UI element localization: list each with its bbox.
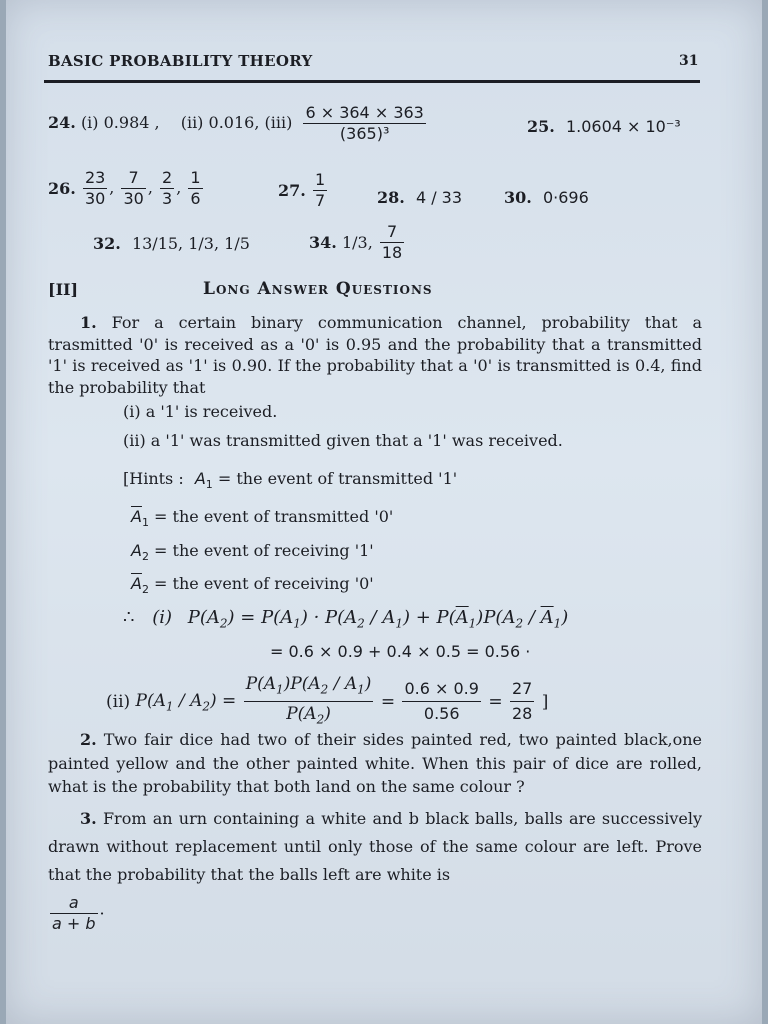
- answer-26: 26. $\frac{23}{30}$ , $\frac{7}{30}$ , $\frac{2}{3}$ , $\frac{1}{6}$: [48, 168, 201, 208]
- hint-text: = the event of receiving '0': [154, 574, 374, 593]
- fraction: [510, 677, 534, 726]
- closing-bracket: ]: [541, 691, 549, 712]
- fraction-denominator: $P(A_2)$: [286, 704, 331, 727]
- answer-part: (i) 0.984 ,: [80, 113, 160, 132]
- question-number: 1.: [80, 313, 97, 332]
- therefore-symbol: ∴: [123, 607, 135, 628]
- answer-number: 26.: [48, 179, 76, 198]
- fraction: [402, 677, 480, 726]
- answer-number: 24.: [48, 113, 76, 132]
- fraction: [121, 168, 145, 209]
- fraction-numerator: 2: [162, 168, 173, 187]
- fraction-denominator: 30: [84, 189, 106, 208]
- fraction-numerator: 1: [190, 168, 201, 187]
- answer-number: 32.: [93, 234, 121, 253]
- calc-label: (ii): [106, 691, 131, 712]
- hint-text: = the event of transmitted '1': [217, 469, 458, 488]
- question-1-part-ii: (ii) a '1' was transmitted given that a '1' was received.: [123, 431, 563, 450]
- answer-30: [504, 188, 589, 207]
- fraction-numerator: 7: [380, 222, 404, 243]
- section-tag: [II]: [48, 280, 79, 299]
- fraction-numerator: a: [50, 893, 98, 914]
- fraction: [50, 893, 98, 934]
- calc-i-result: = 0.6 × 0.9 + 0.4 × 0.5 = 0.56 ·: [270, 642, 531, 661]
- answer-value: 1/3,: [341, 233, 373, 252]
- fraction-denominator: 3: [162, 189, 173, 208]
- fraction: [313, 170, 327, 211]
- answer-value: 0·696: [542, 188, 589, 207]
- formula-lhs: $P(A_1 / A_2)$ =: [135, 690, 237, 714]
- fraction-numerator: 0.6 × 0.9: [402, 677, 480, 702]
- answer-number: 30.: [504, 188, 532, 207]
- hint-text: = the event of transmitted '0': [154, 507, 394, 526]
- answer-value: 1.0604 × 10⁻³: [565, 117, 681, 136]
- fraction: [160, 168, 174, 209]
- fraction-denominator: a + b: [52, 914, 96, 933]
- header-rule: [44, 80, 700, 83]
- question-text: Two fair dice had two of their sides painted red, two painted black,one painted yellow and the other painted white. When this pair of dice are rolled, what is the probability that both land on the same colour ?: [48, 730, 703, 796]
- fraction: [188, 168, 202, 209]
- fraction-denominator: (365)³: [339, 124, 390, 143]
- fraction-numerator: 6 × 364 × 363: [305, 103, 424, 122]
- fraction-denominator: 30: [123, 189, 144, 208]
- answer-34: [309, 222, 406, 263]
- fraction-denominator: 6: [190, 189, 201, 208]
- hint-line-4: $\overline{A}_2$ = the event of receiving '0': [131, 574, 374, 597]
- answer-value: 13/15, 1/3, 1/5: [131, 234, 250, 253]
- answer-number: 27.: [278, 181, 306, 200]
- fraction: [303, 103, 425, 144]
- fraction-numerator: 1: [314, 170, 326, 189]
- hints-prefix: [Hints :: [123, 469, 184, 488]
- calc-ii: (ii) $P(A_1 / A_2)$ = $\frac{P(A_1)P(A_2 / A_1)}{P(A_2)}$ = $\frac{0.6 \times 0.9}{0.56}$ = $\frac{27}{28}$ ]: [106, 672, 548, 732]
- answer-27: [278, 170, 329, 211]
- formula: $P(A_2) = P(A_1) \cdot P(A_2 / A_1) + P(\overline{A}_1)P(A_2 / \overline{A}_1)$: [187, 607, 569, 631]
- section-title: Long Answer Questions: [203, 279, 433, 299]
- fraction: [380, 222, 404, 263]
- question-number: 3.: [80, 809, 97, 828]
- answer-25: [527, 117, 681, 136]
- book-page: [6, 0, 762, 1024]
- question-1: [48, 312, 702, 398]
- question-text: From an urn containing a white and b black balls, balls are successively drawn without replacement until only those of the same colour are left. Prove that the probability that the balls left are white is: [48, 809, 702, 884]
- hint-line-1: [Hints : $A_1$ = the event of transmitted '1': [123, 469, 458, 492]
- question-2: [48, 728, 702, 799]
- answer-part: (iii): [264, 113, 293, 132]
- fraction: [244, 672, 374, 732]
- answer-value: 4 / 33: [415, 188, 463, 207]
- calc-label: (i): [152, 607, 172, 628]
- hint-text: = the event of receiving '1': [154, 541, 374, 560]
- fraction-denominator: 0.56: [423, 704, 460, 724]
- fraction-denominator: 18: [381, 243, 403, 262]
- fraction-numerator: $P(A_1)P(A_2 / A_1)$: [244, 672, 374, 702]
- fraction-denominator: 28: [512, 704, 533, 724]
- answer-number: 34.: [309, 233, 337, 252]
- answer-part: (ii) 0.016,: [180, 113, 260, 132]
- answer-number: 28.: [377, 188, 405, 207]
- answer-number: 25.: [527, 117, 555, 136]
- question-1-part-i: (i) a '1' is received.: [123, 402, 278, 421]
- calc-i: [123, 607, 568, 631]
- fraction-numerator: 23: [84, 168, 106, 187]
- fraction-denominator: 7: [314, 191, 326, 210]
- answer-28: [377, 188, 462, 207]
- hint-line-3: $A_2$ = the event of receiving '1': [131, 541, 374, 564]
- answer-24: [48, 103, 428, 144]
- question-3: [48, 805, 702, 889]
- running-header: BASIC PROBABILITY THEORY: [48, 52, 313, 70]
- hint-line-2: $\overline{A}_1$ = the event of transmitted '0': [131, 507, 394, 530]
- fraction-numerator: 27: [510, 677, 534, 702]
- question-number: 2.: [80, 730, 97, 749]
- fraction-numerator: 7: [121, 168, 145, 189]
- answer-32: [93, 234, 250, 253]
- question-3-answer-fraction: $\frac{a}{a + b}$ ·: [52, 893, 105, 933]
- page-number: 31: [679, 53, 699, 69]
- question-text: For a certain binary communication channel, probability that a trasmitted '0' is received as a '0' is 0.95 and the probability that a transmitted '1' is received as '1' is 0.90. If the probability that a '0' is transmitted is 0.4, find the probability that: [48, 313, 702, 397]
- fraction: [83, 168, 107, 209]
